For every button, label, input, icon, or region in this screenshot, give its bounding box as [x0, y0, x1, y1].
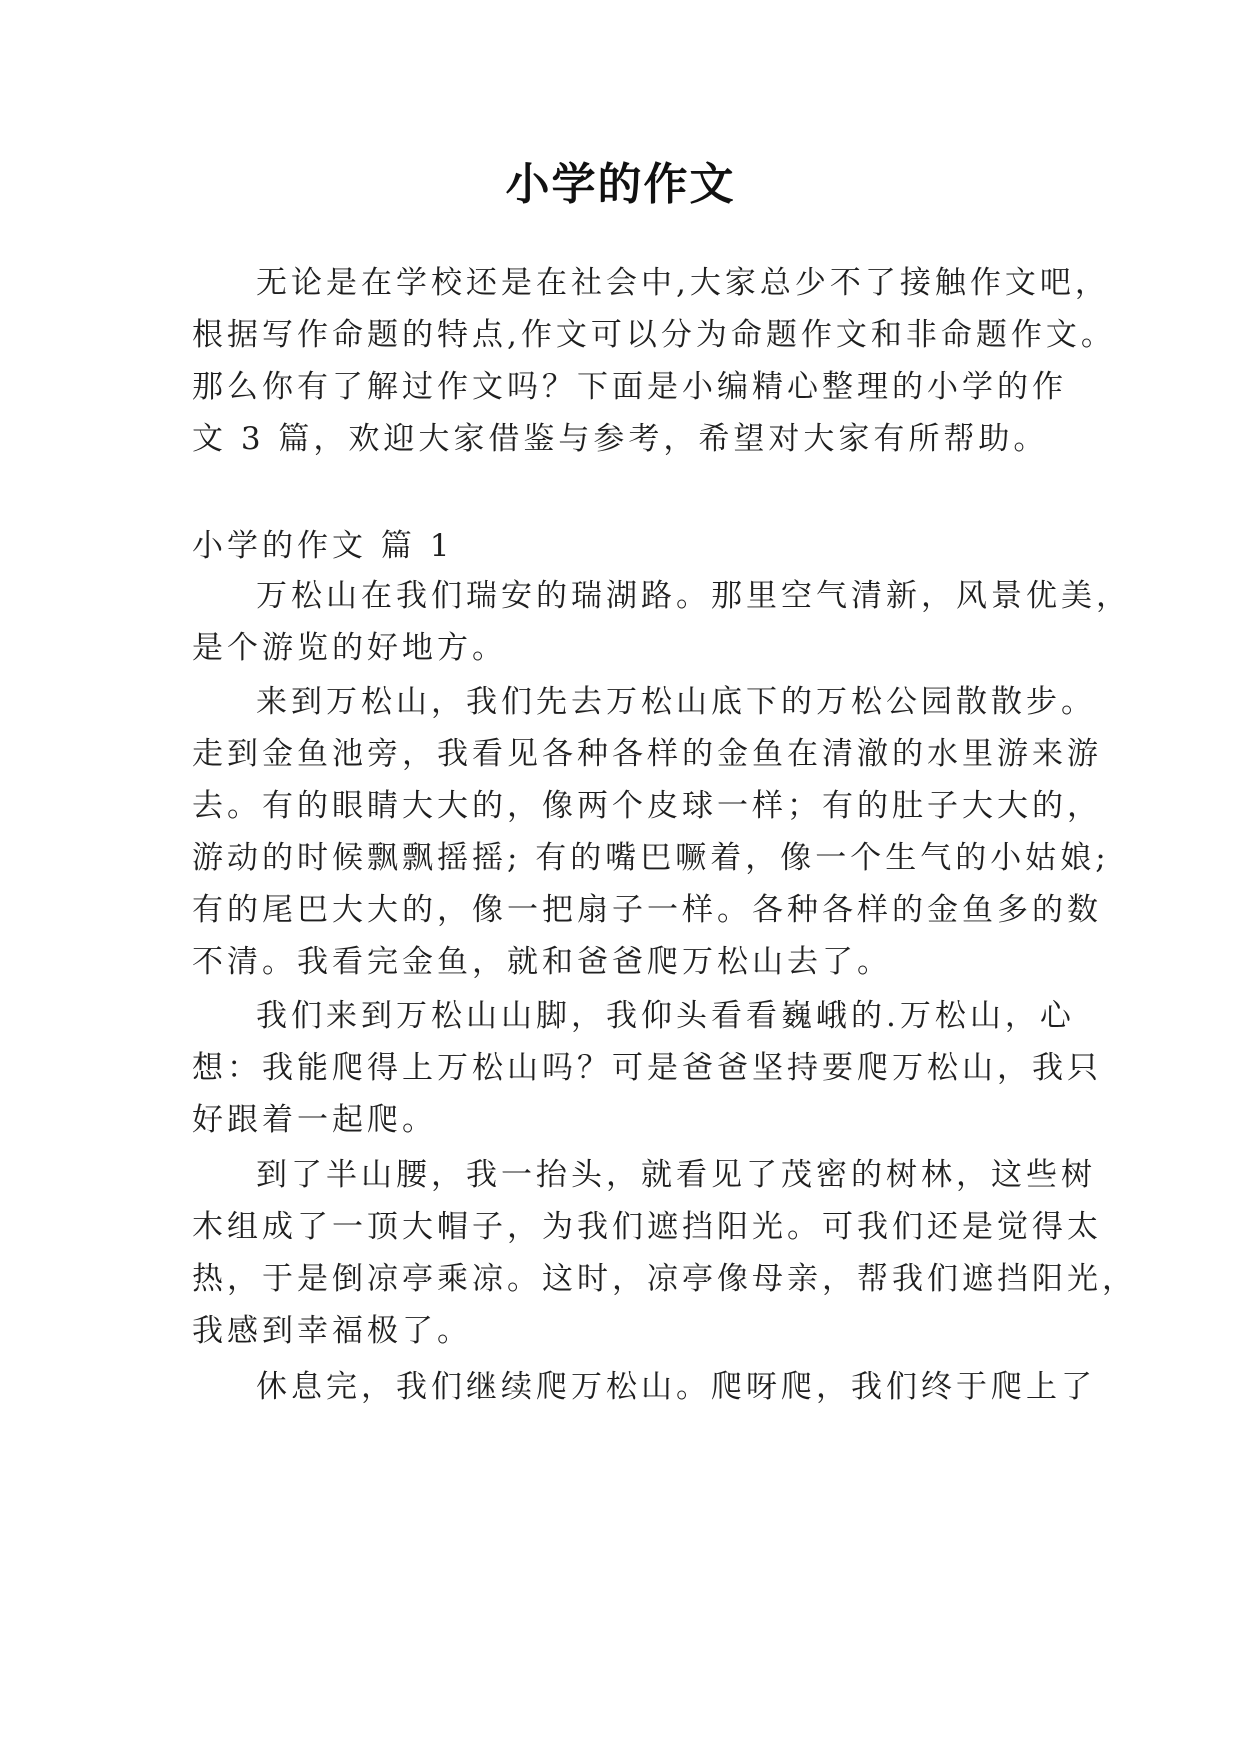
paragraph-line: 文 3 篇，欢迎大家借鉴与参考，希望对大家有所帮助。 — [192, 421, 1049, 457]
paragraph-line: 想：我能爬得上万松山吗？可是爸爸坚持要爬万松山，我只 — [192, 1050, 1102, 1086]
paragraph-line: 游动的时候飘飘摇摇; 有的嘴巴噘着，像一个生气的小姑娘; — [192, 840, 1110, 876]
paragraph-line: 我感到幸福极了。 — [192, 1313, 472, 1349]
paragraph-line: 我们来到万松山山脚，我仰头看看巍峨的.万松山，心 — [256, 998, 1075, 1034]
paragraph-line: 去。有的眼睛大大的，像两个皮球一样；有的肚子大大的， — [192, 788, 1102, 824]
paragraph-line: 根据写作命题的特点,作文可以分为命题作文和非命题作文。 — [192, 317, 1116, 353]
section-heading: 小学的作文 篇 1 — [192, 528, 454, 564]
paragraph-line: 来到万松山，我们先去万松山底下的万松公园散散步。 — [256, 684, 1096, 720]
paragraph-line: 木组成了一顶大帽子，为我们遮挡阳光。可我们还是觉得太 — [192, 1209, 1102, 1245]
paragraph-line: 那么你有了解过作文吗？下面是小编精心整理的小学的作 — [192, 369, 1067, 405]
paragraph-line: 有的尾巴大大的，像一把扇子一样。各种各样的金鱼多的数 — [192, 892, 1102, 928]
paragraph-line: 休息完，我们继续爬万松山。爬呀爬，我们终于爬上了 — [256, 1369, 1096, 1405]
paragraph-line: 是个游览的好地方。 — [192, 630, 507, 666]
paragraph-line: 到了半山腰，我一抬头，就看见了茂密的树林，这些树 — [256, 1157, 1096, 1193]
paragraph-line: 好跟着一起爬。 — [192, 1102, 437, 1138]
document-title: 小学的作文 — [505, 159, 736, 210]
paragraph-line: 无论是在学校还是在社会中,大家总少不了接触作文吧， — [256, 265, 1110, 301]
paragraph-line: 不清。我看完金鱼，就和爸爸爬万松山去了。 — [192, 944, 892, 980]
paragraph-line: 万松山在我们瑞安的瑞湖路。那里空气清新，风景优美， — [256, 578, 1131, 614]
paragraph-line: 走到金鱼池旁，我看见各种各样的金鱼在清澈的水里游来游 — [192, 736, 1102, 772]
paragraph-line: 热，于是倒凉亭乘凉。这时，凉亭像母亲，帮我们遮挡阳光， — [192, 1261, 1137, 1297]
